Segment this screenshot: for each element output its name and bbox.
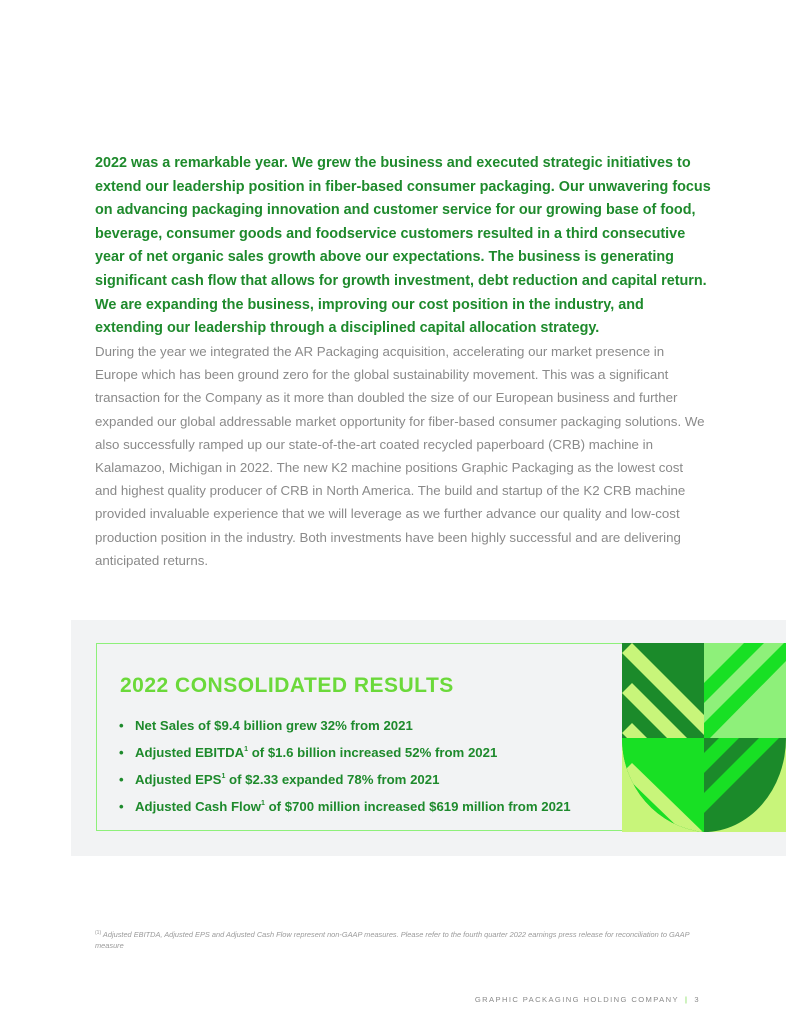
bullet-icon: • [119,772,124,787]
bullet-icon: • [119,745,124,760]
results-box [96,643,622,831]
intro-body-paragraph: During the year we integrated the AR Packaging acquisition, accelerating our market presence in Europe which has been ground zero for the global sustainability movement. This was a significant transaction for the Company as it more than doubled the size of our European business and further expanded our global addressable market opportunity for fiber-based consumer packaging solutions. We also successfully ramped up our state-of-the-art coated recycled paperboard (CRB) machine in Kalamazoo, Michigan in 2022. The new K2 machine positions Graphic Packaging as the lowest cost and highest quality producer of CRB in North America. The build and startup of the K2 CRB machine provided invaluable experience that we will leverage as we further advance our quality and low-cost production position in the industry. Both investments have been highly successful and are delivering anticipated returns. [95,344,705,568]
results-list [119,714,571,819]
results-item-text: Net Sales of $9.4 billion grew 32% from 2021 [135,718,413,733]
footnote-marker: 1 [244,746,249,753]
footnote-marker: 1 [261,800,265,807]
page-number: 3 [694,995,700,1004]
footer-separator: | [685,995,689,1004]
bullet-icon: • [119,718,124,733]
footnote [95,928,695,951]
footnote-marker: 1 [221,773,226,780]
footnote-text: Adjusted EBITDA, Adjusted EPS and Adjusted Cash Flow represent non-GAAP measures. Please refer to the fourth quarter 2022 earnings press release for reconciliation to GAAP measure [95,930,690,950]
results-item [119,792,571,819]
results-item-text: Adjusted EBITDA [135,745,245,760]
intro-lead-paragraph: 2022 was a remarkable year. We grew the business and executed strategic initiatives to extend our leadership position in fiber-based consumer packaging. Our unwavering focus on advancing packaging innovation and customer service for our growing base of food, beverage, consumer goods and foodservice customers resulted in a third consecutive year of net organic sales growth above our expectations. The business is generating significant cash flow that allows for growth investment, debt reduction and capital return. We are expanding the business, improving our cost position in the industry, and extending our leadership through a disciplined capital allocation strategy. [95,155,711,337]
leaf-mark-icon [622,643,786,832]
results-item [119,714,571,738]
results-item-text: Adjusted EPS [135,772,222,787]
results-item-text-rest: of $2.33 expanded 78% from 2021 [225,772,440,787]
results-item-text-rest: of $700 million increased $619 million from 2021 [264,799,571,814]
footer-company: GRAPHIC PACKAGING HOLDING COMPANY [474,995,679,1004]
footnote-number: (1) [95,930,102,936]
results-item-text-rest: of $1.6 billion increased 52% from 2021 [248,745,498,760]
results-item [119,738,571,765]
bullet-icon: • [119,799,124,814]
results-item [119,765,571,792]
results-item-text: Adjusted Cash Flow [135,799,262,814]
results-title: 2022 CONSOLIDATED RESULTS [120,674,454,697]
page-footer [475,995,700,1004]
